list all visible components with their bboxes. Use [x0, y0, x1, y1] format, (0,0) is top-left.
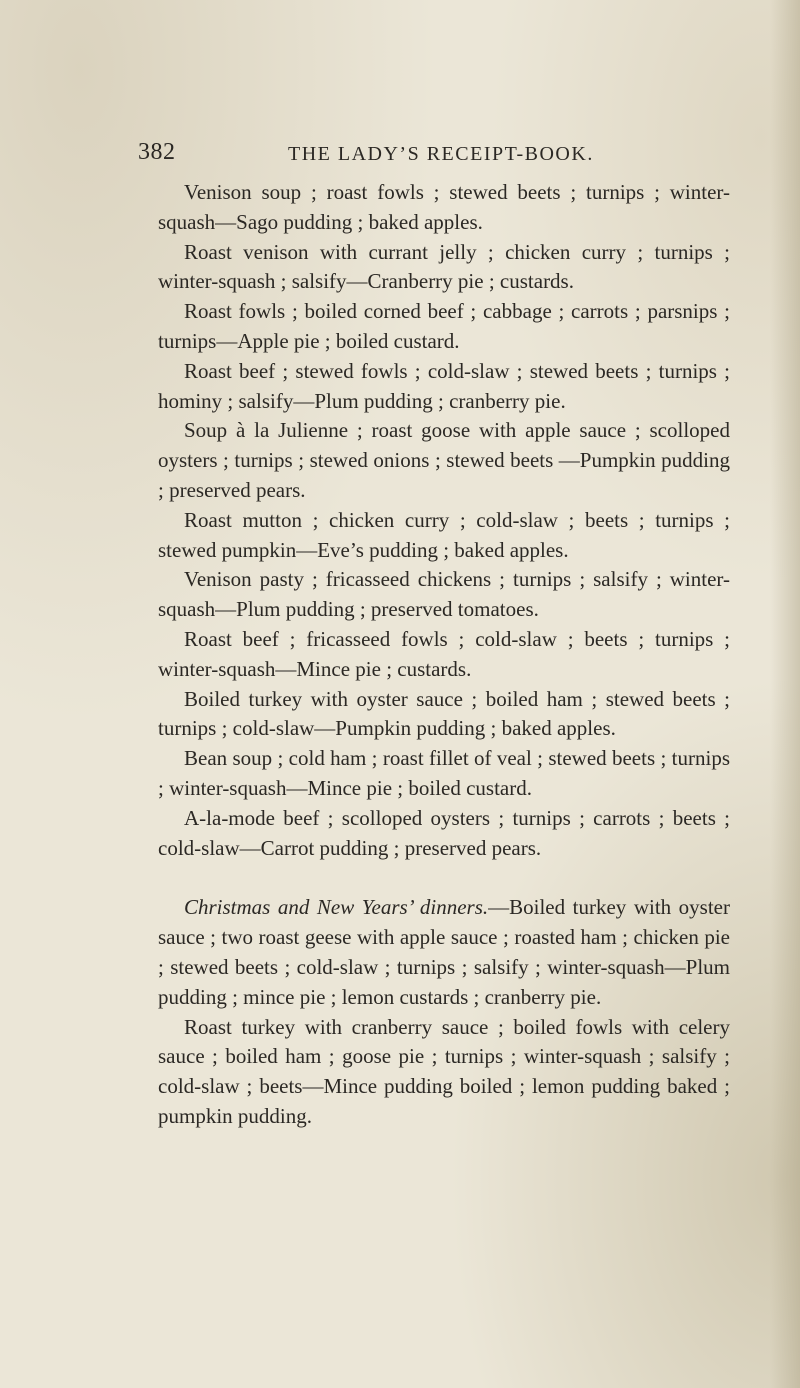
holiday-paragraph-2: Roast turkey with cranberry sauce ; boiled fowls with celery sauce ; boiled ham ; goose pie ; turnips ; winter-squash ; salsify ; cold-slaw ; beets—Mince pudding boiled ; lemon pudding baked ; pumpkin pudding. — [158, 1014, 730, 1128]
text-block — [158, 178, 730, 1132]
holiday-paragraph — [158, 893, 730, 1012]
holiday-heading: Christmas and New Years’ dinners. — [184, 895, 489, 920]
holiday-menu-text: —Boiled turkey with oyster sauce ; two roast geese with apple sauce ; roasted ham ; chicken pie ; stewed beets ; cold-slaw ; turnips ; salsify ; winter-squash—Plum pudding ; mince pie ; lemon custards ; cranberry pie. — [158, 895, 730, 1009]
running-head — [138, 139, 738, 169]
menu-paragraph: Roast fowls ; boiled corned beef ; cabbage ; carrots ; parsnips ; turnips—Apple pie ; boiled custard. — [158, 299, 730, 353]
menu-paragraph: Soup à la Julienne ; roast goose with apple sauce ; scolloped oysters ; turnips ; stewed onions ; stewed beets —Pumpkin pudding ; preserved pears. — [158, 418, 730, 502]
menu-paragraph: Venison soup ; roast fowls ; stewed beets ; turnips ; winter-squash—Sago pudding ; baked apples. — [158, 180, 730, 234]
menu-paragraph: A-la-mode beef ; scolloped oysters ; turnips ; carrots ; beets ; cold-slaw—Carrot pudding ; preserved pears. — [158, 805, 730, 860]
menu-paragraph: Bean soup ; cold ham ; roast fillet of veal ; stewed beets ; turnips ; winter-squash—Mince pie ; boiled custard. — [158, 746, 730, 800]
menu-paragraph: Roast beef ; stewed fowls ; cold-slaw ; stewed beets ; turnips ; hominy ; salsify—Plum pudding ; cranberry pie. — [158, 358, 730, 413]
menu-paragraph: Venison pasty ; fricasseed chickens ; turnips ; salsify ; winter-squash—Plum pudding ; preserved tomatoes. — [158, 567, 730, 622]
page-number: 382 — [138, 139, 176, 165]
menu-paragraph: Boiled turkey with oyster sauce ; boiled ham ; stewed beets ; turnips ; cold-slaw—Pumpkin pudding ; baked apples. — [158, 686, 730, 741]
menu-paragraph: Roast venison with currant jelly ; chicken curry ; turnips ; winter-squash ; salsify—Cranberry pie ; custards. — [158, 239, 730, 294]
page-edge-shadow — [770, 0, 800, 1388]
menu-paragraph: Roast beef ; fricasseed fowls ; cold-slaw ; beets ; turnips ; winter-squash—Mince pie ; custards. — [158, 626, 730, 681]
menu-paragraph: Roast mutton ; chicken curry ; cold-slaw ; beets ; turnips ; stewed pumpkin—Eve’s pudding ; baked apples. — [158, 507, 730, 562]
book-title: THE LADY’S RECEIPT-BOOK. — [288, 143, 594, 165]
